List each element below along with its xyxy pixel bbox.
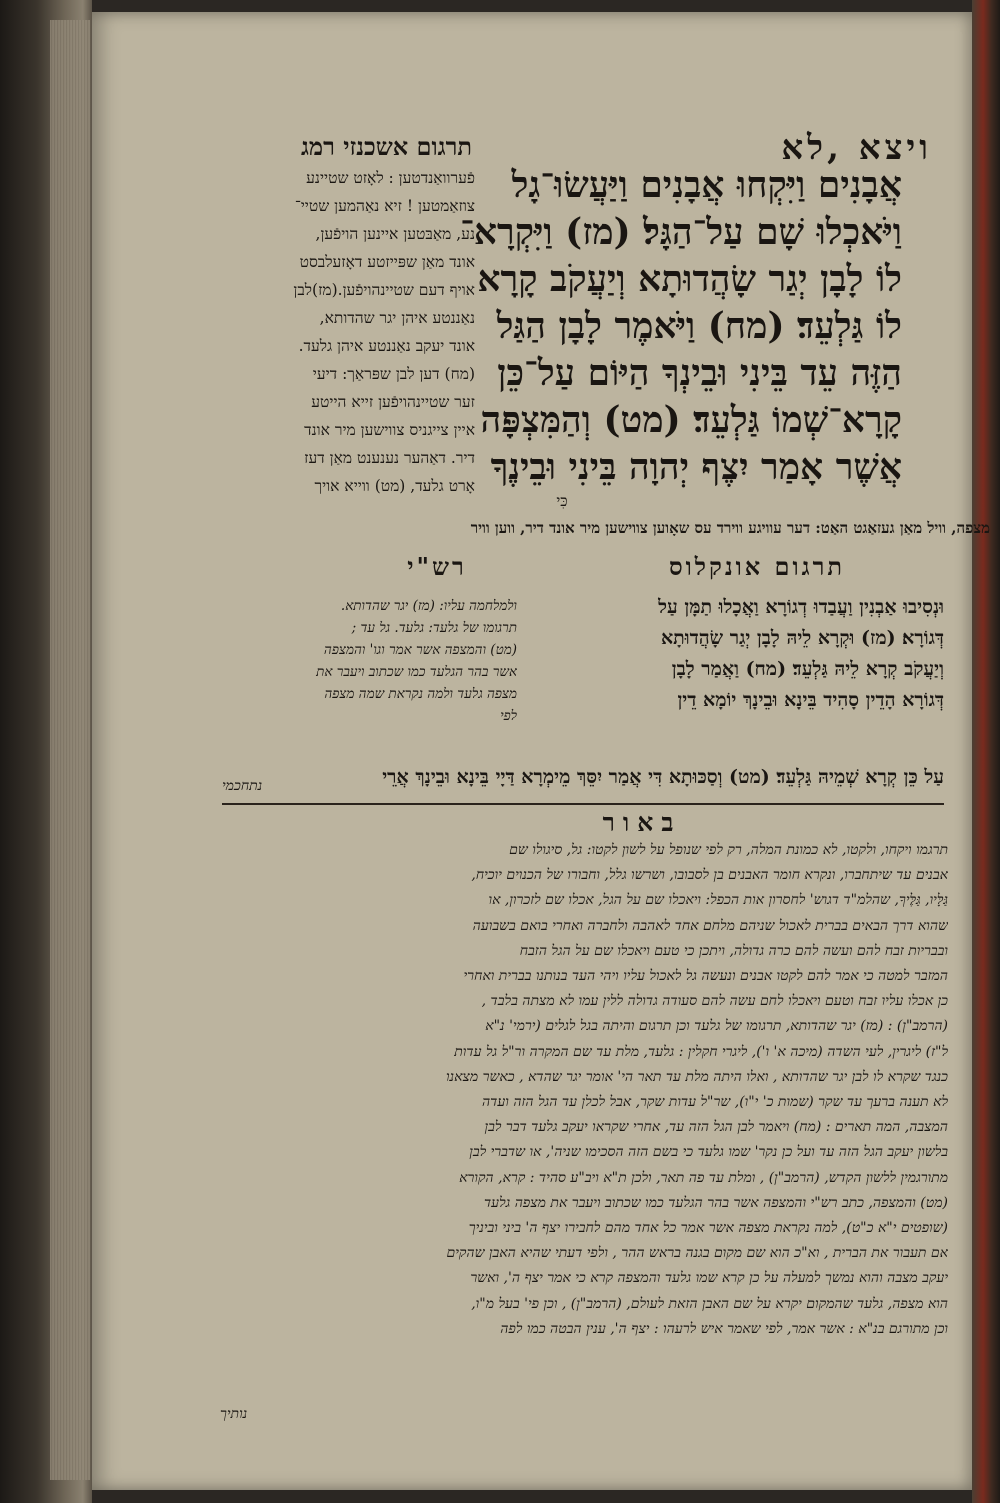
biur-line: שהוא דרך הבאים בברית לאכול שניהם מלחם אחד לאהבה ולחברה ואחרי בואם בשבועה [472, 917, 948, 934]
book-left-edge [0, 0, 92, 1503]
translation-line: נאַננטע איהן יגר שהדותא, [319, 309, 475, 327]
rashi-line: אשר בהר הגלעד כמו שכתוב ויעבר את [316, 664, 517, 680]
translation-line: אָרט גלעד, (מט) ווייא אויך [314, 477, 475, 495]
biur-line: כנגד שקרא לו לבן יגר שהדותא , ואלו היתה מלת עד תאר הי' אומר יגר שהדא , כאשר מצאנו [445, 1068, 948, 1085]
onkelos-line: דְּגוֹרָא הָדֵין סָהִיד בֵּינָא וּבֵינָךְ יוֹמָא דֵין [677, 689, 944, 711]
main-verse-line: לוֹ לָבָן יְגַר שָׂהֲדוּתָא וְיַעֲקֹב קָרָא [477, 258, 902, 300]
main-verse-line: לוֹ גַּלְעֵד׃ (מח) וַיֹּאמֶר לָבָן הַגַּל [496, 305, 902, 347]
main-verse-line: הַזֶּה עֵד בֵּינִי וּבֵינְךָ הַיּוֹם עַל־כֵּן [497, 352, 902, 394]
biur-line: לא תענה ברעך עד שקר (שמות כ' י"ו), שר"ל עדות שקר, אבל לכלן עד הגל הזה ועדה [481, 1094, 948, 1111]
biur-line: אבנים עד שיתחברו, ונקרא חומר האבנים בן לסבובו, ושרשו גלל, וחבורו של הכנוים יוכיח, [471, 867, 948, 884]
rashi-block [222, 595, 517, 727]
biur-line: המזבר למטה כי אמר להם לקטו אבנים ונעשה גל לאכול עליו ויהי העד בנותנו בברית ואחרי [463, 968, 948, 985]
section-divider [222, 803, 944, 805]
biur-line: ובבריות זבח להם ועשה להם כרה גדולה, ויתכן כי טעם ויאכלו שם על הגל הזבח [519, 942, 948, 959]
page-header-title: ויצא ,לא [781, 128, 932, 168]
biur-line: גַּלָּיו, גַּלֶּיךָ, שהלמ"ד דגוש' לחסרון אות הכפל: ויאכלו שם על הגל, אכלו שם לזכרון, או [488, 892, 948, 909]
rashi-line: ולמלחמה עליו: (מז) יגר שהדותא. [340, 598, 517, 614]
onkelos-line: וְיַעֲקֹב קְרָא לֵיהּ גַּלְעֵד׃ (מח) וַאֲמַר לָבָן [671, 658, 944, 680]
onkelos-block [532, 592, 944, 716]
biur-line: (מט) והמצפה, כתב רש"י והמצפה אשר בהר הגלעד כמו שכתוב ויעבר את מצפה גלעד [483, 1194, 948, 1211]
book-right-edge [972, 0, 1000, 1503]
rashi-line: תרגומו של גלעד: גלעד. גל עד ; [351, 620, 517, 636]
biur-line: אם תעבור את הברית , וא"כ הוא שם מקום בגנה בראש ההר , ולפי דעתי שהיא האבן שהקים [446, 1245, 948, 1262]
translation-line: אונד יעקב נאַננטע איהן גלעד. [298, 337, 475, 355]
rashi-catchword: נתחכמי [222, 778, 263, 794]
biur-line: יעקב מצבה והוא נמשך למעלה על כן קרא שמו גלעד והמצפה קרא כי אמר יצף ה', ואשר [470, 1270, 948, 1287]
biur-line: מתורגמין ללשון הקדש, (הרמב"ן) , ומלת עד פה תאר, ולכן ת"א ויב"ע סהיד : קרא, הקורא [459, 1169, 948, 1186]
biur-line: כן אכלו עליו זבח וטעם ויאכלו לחם עשה להם סעודה גדולה ללין עמו לא מצתה בלבד , [481, 993, 948, 1010]
main-verse-line: וַיֹּאכְלוּ שָׁם עַל־הַגָּל׃ (מז) וַיִּקְרָא־ [460, 211, 902, 253]
book-page [92, 12, 990, 1490]
onkelos-last-line: עַל כֵּן קְרָא שְׁמֵיהּ גַּלְעֵד׃ (מט) וְסַכּוּתָא דִּי אֲמַר יִסֵּךְ מֵימְרָא דַּיָי בֵּינָא וּבֵינָךְ אֲרֵי [382, 766, 944, 788]
biur-block [220, 838, 948, 1342]
main-verse-block [460, 162, 902, 491]
translation-line: דיר. דאַהער נענענט מאַן דעז [304, 449, 475, 467]
rashi-line: (מט) והמצפה אשר אמר וגו' והמצפה [323, 642, 517, 658]
biur-line: ל"ז) ליגרין, לעי השדה (מיכה א' ו'), ליגרי חקלין : גלעד, מלת עד שם המקרה ור"ל גל עדות [454, 1043, 948, 1060]
biur-line: הוא מצפה, גלעד שהמקום יקרא על שם האבן הזאת לעולם, (הרמב"ן) , וכן פי' בעל מ"ו, [471, 1295, 948, 1312]
biur-line: (הרמב"ן) : (מז) יגר שהדותא, תרגומו של גלעד וכן תרגום והיתה בגל לגלים (ירמי' נ"א [485, 1018, 948, 1035]
biur-catchword: נותיך [220, 1406, 248, 1422]
main-catchword: כִּי [556, 492, 568, 510]
translation-line: איין צייגניס צווישען מיר אונד [304, 421, 475, 439]
biur-line: בלשון יעקב הגל הזה עד ועל כן נקר' שמו גלעד כי בשם הזה הסכימו שניה', או שדברי לבן [469, 1144, 948, 1161]
biur-line: תרגמו ויקחו, ולקטו, לא כמונת המלה, רק לפי שנופל על לשון לקטו: גל, סיגולו שם [509, 842, 948, 858]
main-verse-line: אֲשֶׁר אָמַר יִצֶף יְהוָה בֵּינִי וּבֵינֶךָ [490, 446, 902, 488]
translation-line: נע, מאַבּטען איינען הויפֿען, [315, 225, 475, 243]
biur-line: המצבה, המה תארים : (מח) ויאמר לבן הגל הזה עד, אחרי שקראו יעקב גלעד דבר לבן [484, 1119, 948, 1136]
translation-line: אונד מאַן שפּייזטע דאָזעלבסט [299, 253, 475, 271]
translation-line: פֿערוואַנדטען : לאָזט שטיינע [306, 169, 475, 187]
onkelos-line: וּנְסִיבוּ אַבְנִין וַעֲבַדוּ דְגוֹרָא וַאֲכָלוּ תַמָּן עַל [658, 596, 944, 618]
translation-line: (מח) דען לבן שפּראַך: דיעי [312, 365, 475, 383]
translation-line: צוזאַמטען ! זיא נאַהמען שטיי־ [294, 197, 475, 215]
biur-line: (שופטים י"א כ"ט), למה נקראת מצפה אשר אמר כל אחד מהם לחבירו יצף ה' ביני וביניך [468, 1220, 948, 1237]
rashi-title: רש"י [407, 552, 467, 581]
main-verse-line: קָרָא־שְׁמוֹ גַּלְעֵד׃ (מט) וְהַמִּצְפָּה [480, 399, 902, 441]
translation-line: אויף דעם שטיינהויפֿען.(מז)לבן [293, 281, 475, 299]
onkelos-line: דְּגוֹרָא׃ (מז) וּקְרָא לֵיהּ לָבָן יְגַר שָׂהֲדוּתָא [660, 627, 944, 649]
translation-spill-line: מצפה, וויל מאַן געזאַגט האַט: דער עוויגע ווירד עס שאָוען צווישען מיר אונד דיר, ווען וויר [470, 519, 990, 537]
main-verse-line: אֲבָנִים וַיִּקְחוּ אֲבָנִים וַיַּעֲשׂוּ־גָל [511, 164, 902, 206]
translation-header-title: תרגום אשכנזי רמג [300, 132, 472, 161]
biur-title: באור [602, 808, 682, 837]
biur-line: וכן מתורגם בנ"א : אשר אמר, לפי שאמר איש לרעהו : יצף ה', ענין הבטה כמו לפה [500, 1320, 948, 1337]
side-translation-block [220, 164, 475, 500]
rashi-line: מצפה גלעד ולמה נקראת שמה מצפה [324, 686, 517, 702]
translation-line: זער שטיינהויפֿען זייא הייטע [311, 393, 475, 411]
rashi-line: לפי [500, 708, 517, 724]
onkelos-title: תרגום אונקלוס [668, 552, 846, 581]
